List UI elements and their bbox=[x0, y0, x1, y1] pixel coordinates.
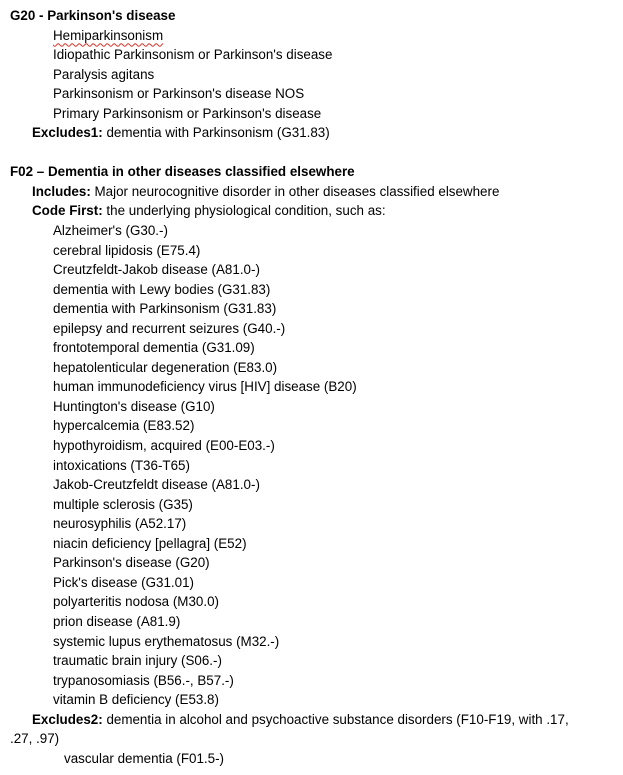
condition-item: multiple sclerosis (G35) bbox=[53, 496, 193, 512]
condition-item: prion disease (A81.9) bbox=[53, 613, 181, 629]
g20-item-hemiparkinsonism bbox=[10, 26, 620, 46]
condition-item: Alzheimer's (G30.-) bbox=[53, 223, 168, 239]
excludes2-text: dementia in alcohol and psychoactive substance disorders (F10-F19, with .17, bbox=[102, 711, 569, 727]
condition-item: dementia with Lewy bodies (G31.83) bbox=[53, 281, 271, 297]
code-first-text: the underlying physiological condition, such as: bbox=[102, 203, 386, 219]
condition-item: niacin deficiency [pellagra] (E52) bbox=[53, 535, 247, 551]
condition-item: hypercalcemia (E83.52) bbox=[53, 418, 195, 434]
condition-item: epilepsy and recurrent seizures (G40.-) bbox=[53, 320, 286, 336]
condition-item: Huntington's disease (G10) bbox=[53, 398, 215, 414]
condition-list bbox=[10, 221, 620, 710]
condition-item: trypanosomiasis (B56.-, B57.-) bbox=[53, 672, 234, 688]
f02-heading: F02 – Dementia in other diseases classified elsewhere bbox=[10, 164, 355, 180]
g20-item: Parkinsonism or Parkinson's disease NOS bbox=[53, 86, 305, 102]
condition-item: human immunodeficiency virus [HIV] disease (B20) bbox=[53, 379, 357, 395]
g20-heading: G20 - Parkinson's disease bbox=[10, 8, 176, 23]
condition-item: Parkinson's disease (G20) bbox=[53, 555, 210, 571]
code-first-label: Code First: bbox=[32, 203, 103, 219]
condition-item: intoxications (T36-T65) bbox=[53, 457, 190, 473]
excludes2-continuation: .27, .97) bbox=[10, 731, 60, 747]
document-body bbox=[10, 6, 620, 768]
condition-item: cerebral lipidosis (E75.4) bbox=[53, 242, 201, 258]
condition-item: hepatolenticular degeneration (E83.0) bbox=[53, 359, 278, 375]
condition-item: systemic lupus erythematosus (M32.-) bbox=[53, 633, 280, 649]
condition-item: hypothyroidism, acquired (E00-E03.-) bbox=[53, 438, 275, 454]
includes-text: Major neurocognitive disorder in other diseases classified elsewhere bbox=[90, 183, 500, 199]
condition-item: Creutzfeldt-Jakob disease (A81.0-) bbox=[53, 262, 260, 278]
excludes2-label: Excludes2: bbox=[32, 711, 103, 727]
condition-item: frontotemporal dementia (G31.09) bbox=[53, 340, 255, 356]
condition-item: traumatic brain injury (S06.-) bbox=[53, 653, 222, 669]
f02-includes bbox=[10, 182, 620, 202]
g20-item: Primary Parkinsonism or Parkinson's disease bbox=[53, 105, 322, 121]
g20-item-text: Hemiparkinsonism bbox=[53, 27, 164, 43]
excludes2-item: vascular dementia (F01.5-) bbox=[64, 750, 225, 766]
condition-item: Pick's disease (G31.01) bbox=[53, 574, 194, 590]
g20-excludes1 bbox=[10, 123, 620, 143]
g20-item: Idiopathic Parkinsonism or Parkinson's disease bbox=[53, 47, 333, 63]
g20-item: Paralysis agitans bbox=[53, 66, 155, 82]
excludes1-text: dementia with Parkinsonism (G31.83) bbox=[102, 125, 330, 141]
condition-item: Jakob-Creutzfeldt disease (A81.0-) bbox=[53, 477, 260, 493]
f02-excludes2 bbox=[10, 710, 620, 730]
f02-code-first bbox=[10, 201, 620, 221]
section-spacer bbox=[10, 143, 620, 163]
condition-item: polyarteritis nodosa (M30.0) bbox=[53, 594, 219, 610]
condition-item: dementia with Parkinsonism (G31.83) bbox=[53, 301, 277, 317]
condition-item: neurosyphilis (A52.17) bbox=[53, 516, 187, 532]
includes-label: Includes: bbox=[32, 183, 91, 199]
condition-item: vitamin B deficiency (E53.8) bbox=[53, 692, 219, 708]
excludes1-label: Excludes1: bbox=[32, 125, 103, 141]
